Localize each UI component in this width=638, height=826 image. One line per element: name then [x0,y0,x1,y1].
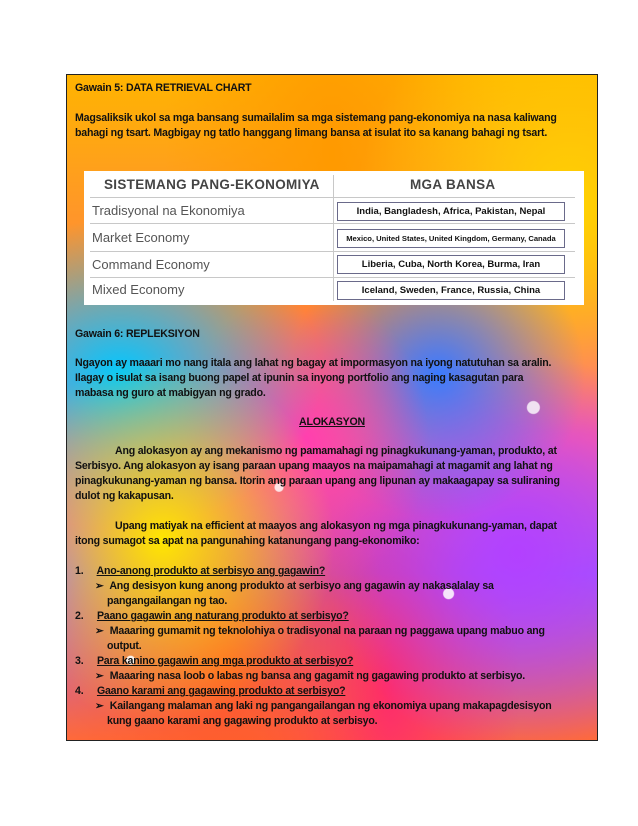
table-row-system: Tradisyonal na Ekonomiya [92,203,245,218]
alokasyon-p1-line2: Serbisyo. Ang alokasyon ay isang paraan upang maayos na maipamahagi at magamit ang lahat ng [75,460,553,472]
question-item [75,654,353,669]
arrow-bullet-icon: ➢ [95,625,104,637]
gawain6-line3: mabasa ng guro at mabigyan ng grado. [75,387,266,399]
question-text: Gaano karami ang gagawing produkto at serbisyo? [96,685,346,697]
question-item [75,684,345,699]
table-column-divider [333,175,334,301]
question-text: Paano gagawin ang naturang produkto at serbisyo? [96,610,349,622]
alokasyon-p1-line1: Ang alokasyon ay ang mekanismo ng pamamahagi ng pinagkukunang-yaman, produkto, at [115,445,557,457]
question-number: 2. [75,610,84,622]
gawain6-line2: Ilagay o isulat sa isang buong papel at ipunin sa inyong portfolio ang naging kasagutan para [75,372,524,384]
answer-line [95,699,552,714]
question-number: 3. [75,655,84,667]
table-row-system: Market Economy [92,230,190,245]
alokasyon-p2-line2: itong sumagot sa apat na pangunahing katanungang pang-ekonomiko: [75,535,420,547]
answer-text: Maaaring nasa loob o labas ng bansa ang gagamit ng gagawing produkto at serbisyo. [109,670,526,682]
question-number: 4. [75,685,84,697]
alokasyon-p1-line3: pinagkukunang-yaman ng bansa. Itorin ang paraan upang ang lipunan ay makaagapay sa suliraning [75,475,560,487]
arrow-bullet-icon: ➢ [95,580,104,592]
table-divider [90,197,575,198]
answer-text-cont: kung gaano karami ang gagawing produkto at serbisyo. [107,715,378,727]
answer-text-cont: pangangailangan ng tao. [107,595,228,607]
alokasyon-heading: ALOKASYON [299,416,365,428]
question-text: Para kanino gagawin ang mga produkto at serbisyo? [96,655,354,667]
table-divider [90,277,575,278]
gawain5-instruction-line2: bahagi ng tsart. Magbigay ng tatlo hanggang limang bansa at isulat ito sa kanang bahagi ng tsart. [75,127,548,139]
answer-text-cont: output. [107,640,142,652]
table-divider [90,251,575,252]
arrow-bullet-icon: ➢ [95,670,104,682]
table-row-countries: India, Bangladesh, Africa, Pakistan, Nepal [337,202,565,221]
table-divider [90,223,575,224]
question-number: 1. [75,565,84,577]
answer-text: Ang desisyon kung anong produkto at serbisyo ang gagawin ay nakasalalay sa [109,580,494,592]
alokasyon-p1-line4: dulot ng kakapusan. [75,490,174,502]
gawain5-title: Gawain 5: DATA RETRIEVAL CHART [75,82,252,94]
answer-text: Kailangang malaman ang laki ng pangangailangan ng ekonomiya upang makapagdesisyon [109,700,552,712]
gawain5-instruction-line1: Magsaliksik ukol sa mga bansang sumailalim sa mga sistemang pang-ekonomiya na nasa kaliwang [75,112,557,124]
gawain6-title: Gawain 6: REPLEKSIYON [75,328,200,340]
table-header-countries: MGA BANSA [410,177,496,192]
answer-line [95,624,545,639]
question-item [75,609,349,624]
answer-line [95,669,525,684]
table-row-system: Command Economy [92,257,210,272]
table-row-countries: Mexico, United States, United Kingdom, Germany, Canada [337,229,565,248]
activity-page [66,74,598,741]
arrow-bullet-icon: ➢ [95,700,104,712]
answer-text: Maaaring gumamit ng teknolohiya o tradisyonal na paraan ng paggawa upang mabuo ang [109,625,545,637]
question-item [75,564,325,579]
data-retrieval-chart [84,171,584,305]
table-row-system: Mixed Economy [92,282,185,297]
table-row-countries: Iceland, Sweden, France, Russia, China [337,281,565,300]
table-row-countries: Liberia, Cuba, North Korea, Burma, Iran [337,255,565,274]
answer-line [95,579,494,594]
alokasyon-p2-line1: Upang matiyak na efficient at maayos ang alokasyon ng mga pinagkukunang-yaman, dapat [115,520,557,532]
gawain6-line1: Ngayon ay maaari mo nang itala ang lahat ng bagay at impormasyon na iyong natutuhan sa aralin. [75,357,552,369]
question-text: Ano-anong produkto at serbisyo ang gagawin? [96,565,326,577]
table-header-system: SISTEMANG PANG-EKONOMIYA [104,177,320,192]
